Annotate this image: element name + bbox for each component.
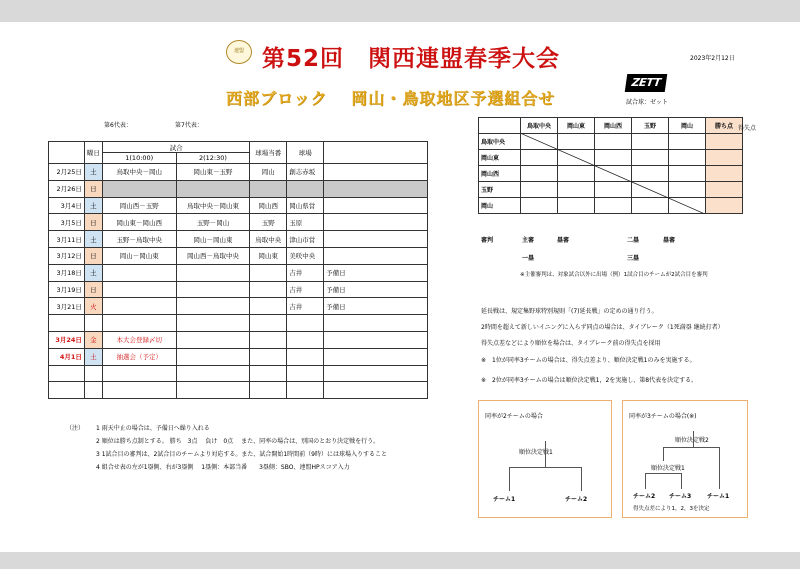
schedule-cell-venue: [287, 382, 324, 399]
schedule-row: [49, 164, 428, 181]
schedule-cell-g1: [102, 180, 176, 197]
schedule-cell-duty: [250, 264, 287, 281]
schedule-cell-g2: [176, 315, 250, 332]
zett-logo: ZETT: [625, 74, 668, 92]
schedule-header-duty: 球場当番: [250, 142, 287, 164]
schedule-cell-note: [324, 315, 428, 332]
league-points-header: 勝ち点: [706, 118, 743, 134]
schedule-cell-date: [49, 365, 85, 382]
schedule-cell-g1: 鳥取中央－岡山: [102, 164, 176, 181]
schedule-row: [49, 197, 428, 214]
schedule-cell-duty: [250, 180, 287, 197]
league-row-team: 玉野: [479, 182, 521, 198]
schedule-cell-venue: 岡山県営: [287, 197, 324, 214]
schedule-cell-duty: 玉野: [250, 214, 287, 231]
schedule-cell-duty: [250, 298, 287, 315]
umpire-role: 三塁: [627, 255, 640, 262]
schedule-cell-date: 3月5日: [49, 214, 85, 231]
schedule-cell-g1: [102, 264, 176, 281]
schedule-cell-g2: [176, 382, 250, 399]
schedule-cell-date: 3月18日: [49, 264, 85, 281]
schedule-cell-dow: [84, 365, 102, 382]
bracket3-title: 同率が3チームの場合(※): [629, 413, 697, 420]
schedule-cell-g2: 鳥取中央－岡山東: [176, 197, 250, 214]
schedule-cell-g1: 岡山－岡山東: [102, 247, 176, 264]
league-points-cell: [706, 166, 743, 182]
schedule-cell-venue: 吉井: [287, 281, 324, 298]
league-diagonal: [520, 133, 705, 214]
schedule-cell-dow: [84, 382, 102, 399]
schedule-cell-g1: [102, 281, 176, 298]
schedule-cell-g1: [102, 315, 176, 332]
schedule-cell-venue: 創志赤坂: [287, 164, 324, 181]
schedule-row: [49, 214, 428, 231]
schedule-cell-g1: 岡山西－玉野: [102, 197, 176, 214]
schedule-cell-note: [324, 197, 428, 214]
league-row-team: 岡山: [479, 198, 521, 214]
schedule-cell-duty: 鳥取中央: [250, 231, 287, 248]
schedule-cell-note: 予備日: [324, 298, 428, 315]
schedule-row: [49, 365, 428, 382]
loss-label: 得失点: [738, 125, 757, 132]
schedule-row: [49, 382, 428, 399]
official-ball: 試合球：ゼット: [626, 99, 668, 106]
schedule-cell-venue: [287, 331, 324, 348]
schedule-table: [48, 141, 428, 399]
schedule-cell-duty: [250, 382, 287, 399]
umpire-role: 塁審: [557, 237, 570, 244]
umpire-label: 審判: [481, 237, 494, 244]
league-row-team: 岡山東: [479, 150, 521, 166]
document-date: 2023年2月12日: [690, 55, 735, 62]
schedule-cell-g2: [176, 348, 250, 365]
schedule-cell-venue: 美咲中央: [287, 247, 324, 264]
schedule-cell-date: 4月1日: [49, 348, 85, 365]
league-corner: [479, 118, 521, 134]
schedule-cell-g2: [176, 365, 250, 382]
schedule-cell-dow: 日: [84, 281, 102, 298]
schedule-row: [49, 264, 428, 281]
schedule-row: [49, 331, 428, 348]
schedule-cell-g1: 本大会登録〆切: [102, 331, 176, 348]
federation-logo: 連盟: [226, 40, 252, 64]
league-points-cell: [706, 182, 743, 198]
schedule-header-day: 曜日: [84, 142, 102, 164]
bracket3-note: 得失点差により1，2，3を決定: [633, 506, 710, 512]
league-col-team: 岡山西: [595, 118, 632, 134]
rep7-label: 第7代表：: [175, 122, 203, 129]
schedule-cell-venue: 津山市営: [287, 231, 324, 248]
schedule-row: [49, 298, 428, 315]
schedule-cell-note: [324, 331, 428, 348]
schedule-cell-duty: 岡山西: [250, 197, 287, 214]
schedule-cell-dow: 土: [84, 231, 102, 248]
schedule-cell-g1: 玉野－鳥取中央: [102, 231, 176, 248]
note-item: 3 1試合目の審判は、2試合目のチームより対応する。また、試合開始1時間前（9時）には球場入りすること: [96, 451, 387, 458]
schedule-cell-g2: 岡山西－鳥取中央: [176, 247, 250, 264]
schedule-cell-date: [49, 315, 85, 332]
schedule-cell-note: [324, 180, 428, 197]
schedule-header-slot2: 2(12:30): [176, 153, 250, 164]
schedule-cell-dow: 土: [84, 197, 102, 214]
schedule-cell-duty: [250, 315, 287, 332]
schedule-cell-duty: 岡山東: [250, 247, 287, 264]
schedule-cell-note: [324, 348, 428, 365]
schedule-cell-note: [324, 231, 428, 248]
schedule-cell-g2: [176, 281, 250, 298]
notes-label: （注）: [66, 425, 85, 432]
schedule-cell-note: 予備日: [324, 264, 428, 281]
schedule-cell-date: 3月4日: [49, 197, 85, 214]
league-col-team: 鳥取中央: [521, 118, 558, 134]
bracket2-title: 同率が2チームの場合: [485, 413, 543, 420]
league-header-row: [479, 118, 743, 134]
bracket3-match2: 順位決定戦2: [675, 437, 709, 444]
schedule-cell-dow: 火: [84, 298, 102, 315]
schedule-row: [49, 180, 428, 197]
schedule-cell-venue: 吉井: [287, 298, 324, 315]
schedule-cell-g1: 岡山東－岡山西: [102, 214, 176, 231]
schedule-cell-date: 3月24日: [49, 331, 85, 348]
league-points-cell: [706, 134, 743, 150]
schedule-cell-g1: [102, 298, 176, 315]
schedule-cell-date: [49, 382, 85, 399]
note-item: 1 雨天中止の場合は、予備日へ繰り入れる: [96, 425, 210, 432]
schedule-cell-dow: 土: [84, 348, 102, 365]
schedule-cell-duty: [250, 281, 287, 298]
schedule-cell-g1: 抽選会（予定）: [102, 348, 176, 365]
umpire-role: 二塁: [627, 237, 640, 244]
schedule-row: [49, 231, 428, 248]
document-page: [0, 22, 800, 552]
bracket-two-teams: [478, 400, 612, 518]
league-points-cell: [706, 150, 743, 166]
schedule-cell-dow: 日: [84, 180, 102, 197]
bracket2-team1: チーム1: [493, 496, 516, 503]
bracket2-team2: チーム2: [565, 496, 588, 503]
schedule-cell-duty: 岡山: [250, 164, 287, 181]
page-subtitle: 西部ブロック 岡山・鳥取地区予選組合せ: [226, 89, 556, 108]
schedule-cell-venue: 玉原: [287, 214, 324, 231]
schedule-cell-note: [324, 382, 428, 399]
league-row-team: 鳥取中央: [479, 134, 521, 150]
schedule-cell-date: 3月19日: [49, 281, 85, 298]
bracket3-match1: 順位決定戦1: [651, 465, 685, 472]
schedule-cell-note: [324, 214, 428, 231]
bracket3-team3: チーム3: [669, 493, 692, 500]
schedule-cell-date: 3月11日: [49, 231, 85, 248]
schedule-row: [49, 281, 428, 298]
umpire-role: 一塁: [522, 255, 535, 262]
schedule-cell-duty: [250, 331, 287, 348]
bracket2-match: 順位決定戦1: [519, 449, 553, 456]
umpire-note: ※主催審判は、対象試合以外に出場（例）1試合目のチームが2試合目を審判: [520, 272, 708, 278]
note-item: 4 組合せ表の左が1塁側、右が3塁側 1塁側：本部当番 3塁側：SBO、連盟HPスコア入力: [96, 464, 350, 471]
schedule-cell-note: [324, 247, 428, 264]
schedule-cell-g2: 岡山－岡山東: [176, 231, 250, 248]
schedule-cell-g2: [176, 331, 250, 348]
rep6-label: 第6代表：: [104, 122, 132, 129]
schedule-cell-note: 予備日: [324, 281, 428, 298]
schedule-cell-g1: [102, 382, 176, 399]
schedule-cell-g1: [102, 365, 176, 382]
schedule-cell-g2: [176, 180, 250, 197]
schedule-cell-g2: [176, 298, 250, 315]
league-col-team: 玉野: [632, 118, 669, 134]
note-item: 2 順位は勝ち点制とする。 勝ち 3点 負け 0点 また、同率の場合は、別国のとおり決定戦を行う。: [96, 438, 380, 445]
bracket3-team1: チーム1: [707, 493, 730, 500]
schedule-cell-date: 2月26日: [49, 180, 85, 197]
schedule-cell-dow: 土: [84, 264, 102, 281]
schedule-cell-dow: [84, 315, 102, 332]
schedule-cell-g2: [176, 264, 250, 281]
schedule-cell-g2: 岡山東－玉野: [176, 164, 250, 181]
schedule-cell-note: [324, 365, 428, 382]
schedule-header-slot1: 1(10:00): [102, 153, 176, 164]
league-col-team: 岡山東: [558, 118, 595, 134]
schedule-cell-g2: 玉野－岡山: [176, 214, 250, 231]
rule-item: ※ 2位が同率3チームの場合は順位決定戦1，2を実施し、第8代表を決定する。: [481, 377, 698, 384]
schedule-header-venue: 球場: [287, 142, 324, 164]
schedule-cell-dow: 日: [84, 214, 102, 231]
schedule-cell-duty: [250, 365, 287, 382]
umpire-role: 塁審: [663, 237, 676, 244]
schedule-header-date: [49, 142, 85, 164]
rule-item: 延長戦は、規定集野球特別規則「(7)延長戦」の定めの通り行う。: [481, 308, 658, 315]
league-col-team: 岡山: [669, 118, 706, 134]
schedule-cell-date: 3月12日: [49, 247, 85, 264]
schedule-cell-duty: [250, 348, 287, 365]
schedule-row: [49, 315, 428, 332]
schedule-cell-note: [324, 164, 428, 181]
schedule-cell-venue: [287, 348, 324, 365]
bracket3-team2: チーム2: [633, 493, 656, 500]
schedule-cell-date: 3月21日: [49, 298, 85, 315]
page-title: 第52回 関西連盟春季大会: [262, 46, 561, 72]
schedule-cell-dow: 金: [84, 331, 102, 348]
league-row-team: 岡山西: [479, 166, 521, 182]
rule-item: 2時間を超えて新しいイニングに入らず同点の場合は、タイブレーク（1死満塁 継続打者）: [481, 324, 724, 331]
schedule-cell-venue: 吉井: [287, 264, 324, 281]
schedule-header-note: [324, 142, 428, 164]
league-points-cell: [706, 198, 743, 214]
schedule-cell-dow: 日: [84, 247, 102, 264]
schedule-cell-date: 2月25日: [49, 164, 85, 181]
bracket-three-teams: [622, 400, 748, 518]
schedule-cell-venue: [287, 365, 324, 382]
schedule-cell-venue: [287, 180, 324, 197]
umpire-role: 主審: [522, 237, 535, 244]
schedule-cell-venue: [287, 315, 324, 332]
schedule-row: [49, 348, 428, 365]
schedule-row: [49, 247, 428, 264]
schedule-cell-dow: 土: [84, 164, 102, 181]
rule-item: 得失点差などにより順位を場合は、タイブレーク前の得失点を採用: [481, 340, 661, 347]
schedule-header-match: 試合: [102, 142, 249, 153]
rule-item: ※ 1位が同率3チームの場合は、得失点差より、順位決定戦1のみを実施する。: [481, 357, 696, 364]
